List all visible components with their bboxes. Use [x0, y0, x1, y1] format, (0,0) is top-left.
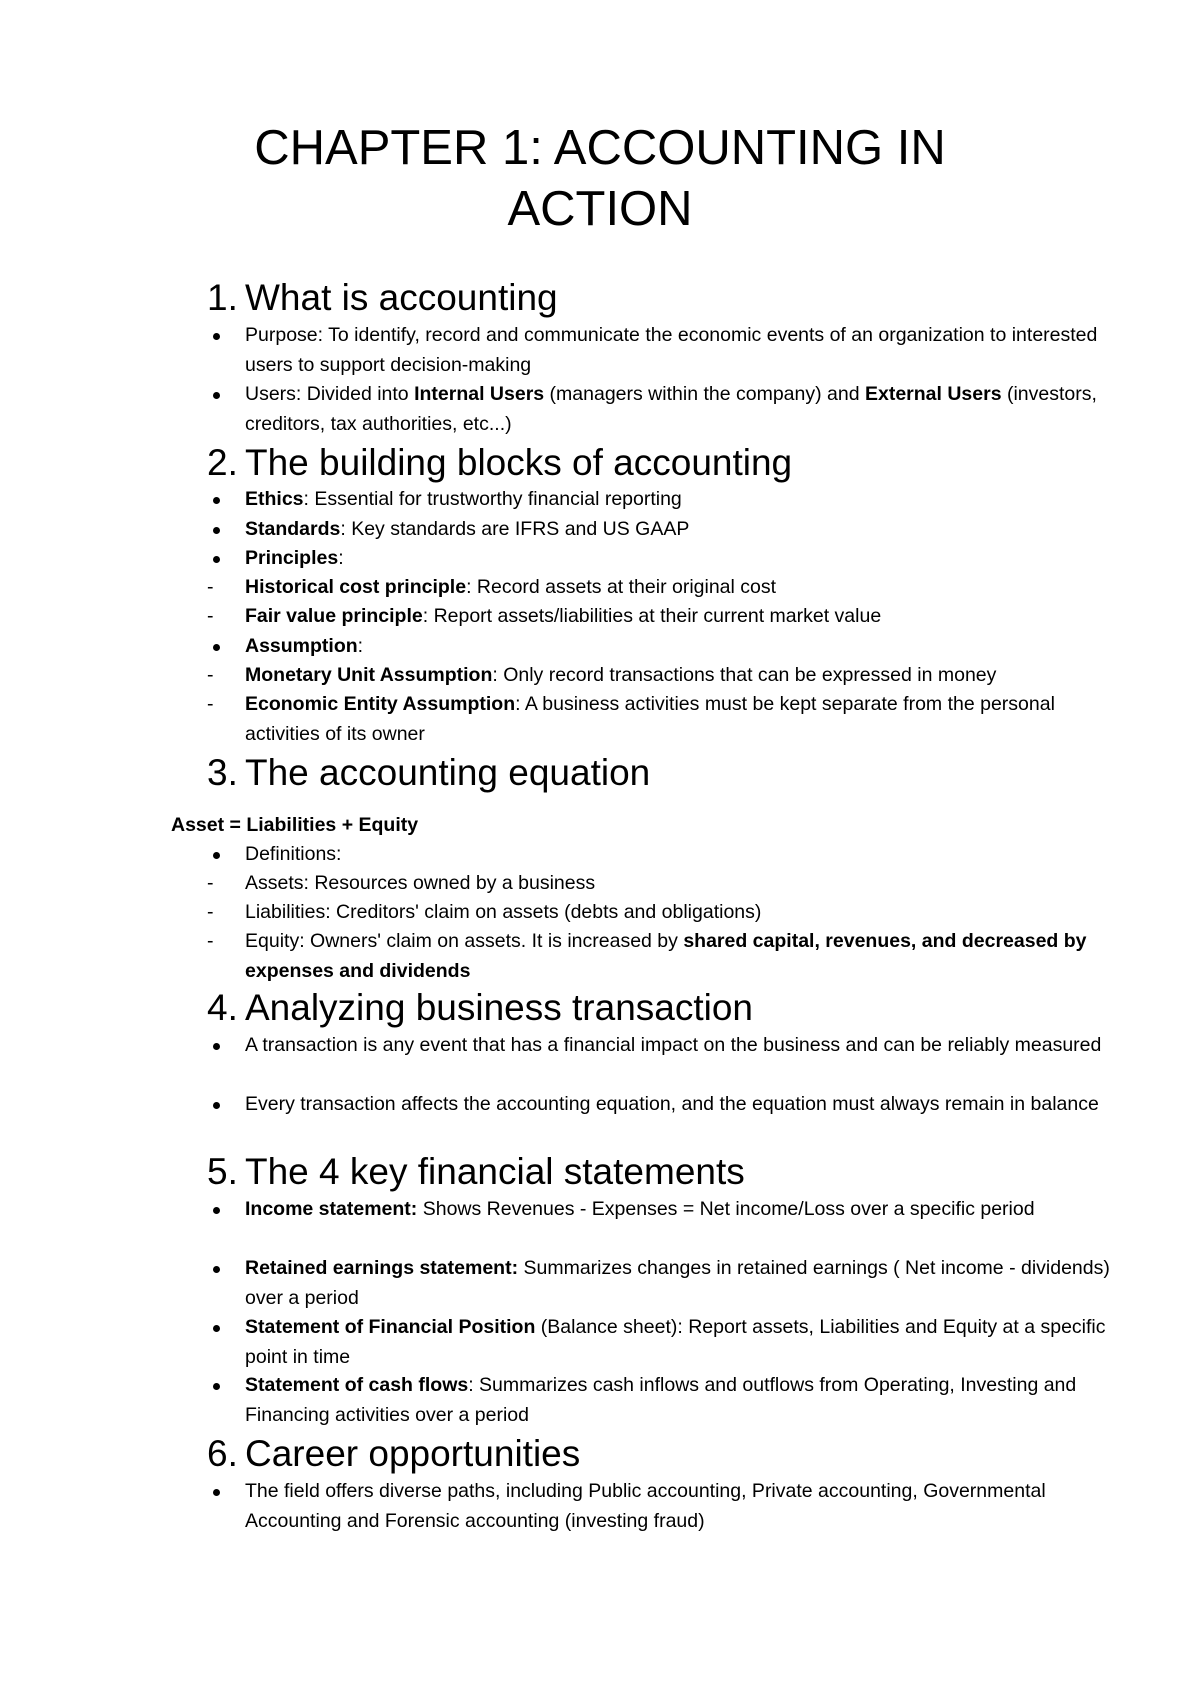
section-title: Analyzing business transaction [245, 987, 754, 1028]
list-item [245, 544, 1125, 574]
list-item [245, 690, 1125, 749]
section-heading-6 [207, 1432, 580, 1476]
list-item [245, 661, 1125, 691]
accounting-equation: Asset = Liabilities + Equity [171, 814, 419, 836]
item-text: Equity: Owners' claim on assets. It is increased by [245, 930, 684, 952]
item-text: Users: Divided into [245, 383, 415, 405]
item-bold-text: Historical cost principle [245, 576, 467, 598]
list-item [245, 1313, 1125, 1372]
item-bold-text: Principles [245, 547, 339, 569]
item-bold-text: Economic Entity Assumption [245, 693, 516, 715]
item-text: Liabilities: Creditors' claim on assets (debts and obligations) [245, 901, 762, 923]
item-text: Summarizes changes in retained earnings ( Net income - dividends) over a period [245, 1257, 1110, 1309]
section-heading-4 [207, 986, 753, 1030]
section-title: The 4 key financial statements [245, 1151, 745, 1192]
section-title: Career opportunities [245, 1433, 581, 1474]
item-text: Shows Revenues - Expenses = Net income/Loss over a specific period [417, 1198, 1035, 1220]
section-title: What is accounting [245, 277, 558, 318]
item-text: A transaction is any event that has a financial impact on the business and can be reliably measured [245, 1034, 1102, 1056]
section-number: 6. [207, 1433, 238, 1474]
list-item [245, 380, 1125, 439]
list-item [245, 1254, 1125, 1313]
list-item [245, 1477, 1125, 1536]
item-text: (investors, creditors, tax authorities, etc...) [245, 383, 1097, 435]
chapter-title-line-2: ACTION [507, 182, 693, 236]
item-bold-text: Assumption [245, 635, 358, 657]
list-item [245, 1371, 1125, 1430]
item-text: : Record assets at their original cost [466, 576, 777, 598]
section-heading-3 [207, 751, 650, 795]
chapter-title [150, 118, 1050, 240]
section-heading-5 [207, 1150, 745, 1194]
item-bold-text: Monetary Unit Assumption [245, 664, 493, 686]
item-bold-text: Income statement: [245, 1198, 418, 1220]
item-bold-text: External Users [864, 383, 1002, 405]
item-text: The field offers diverse paths, including Public accounting, Private accounting, Governmental Accounting and Forensic accounting (investing fraud) [245, 1480, 1046, 1532]
list-item [245, 1031, 1125, 1061]
section-heading-1 [207, 276, 558, 320]
list-item [245, 1195, 1125, 1225]
list-item [245, 927, 1125, 986]
list-item [245, 632, 1125, 662]
item-text: : [357, 635, 364, 657]
item-text: (Balance sheet): Report assets, Liabilities and Equity at a specific point in time [245, 1316, 1106, 1368]
item-text: : [338, 547, 344, 569]
item-text: Assets: Resources owned by a business [245, 872, 596, 894]
item-text: : A business activities must be kept separate from the personal activities of its owner [245, 693, 1055, 745]
list-item [245, 898, 1125, 928]
section-number: 3. [207, 752, 238, 793]
section-number: 1. [207, 277, 238, 318]
list-item [245, 573, 1125, 603]
section-heading-2 [207, 441, 792, 485]
item-text: Definitions: [245, 843, 342, 865]
item-bold-text: Statement of Financial Position [245, 1316, 536, 1338]
list-item [245, 602, 1125, 632]
list-item [245, 485, 1125, 515]
list-item [245, 1090, 1125, 1120]
item-text: (managers within the company) and [544, 383, 865, 405]
item-bold-text: Internal Users [414, 383, 545, 405]
item-bold-text: Ethics [245, 488, 304, 510]
item-text: Purpose: To identify, record and communicate the economic events of an organization to interested users to support decision-making [245, 324, 1098, 376]
section-number: 4. [207, 987, 238, 1028]
item-text: : Key standards are IFRS and US GAAP [340, 518, 690, 540]
item-bold-text: Retained earnings statement: [245, 1257, 519, 1279]
item-bold-text: shared capital, revenues, and decreased by expenses and dividends [245, 930, 1087, 982]
item-text: Every transaction affects the accounting equation, and the equation must always remain in balance [245, 1093, 1099, 1115]
list-item [245, 321, 1125, 380]
item-bold-text: Statement of cash flows [245, 1374, 469, 1396]
item-bold-text: Standards [245, 518, 341, 540]
section-title: The building blocks of accounting [245, 442, 793, 483]
section-number: 5. [207, 1151, 238, 1192]
item-text: : Essential for trustworthy financial reporting [303, 488, 682, 510]
item-text: : Only record transactions that can be expressed in money [492, 664, 997, 686]
section-number: 2. [207, 442, 238, 483]
list-item [245, 515, 1125, 545]
list-item [245, 840, 1125, 870]
chapter-title-line-1: CHAPTER 1: ACCOUNTING IN [254, 121, 946, 175]
item-text: : Report assets/liabilities at their current market value [422, 605, 882, 627]
item-bold-text: Fair value principle [245, 605, 423, 627]
list-item [245, 869, 1125, 899]
section-title: The accounting equation [245, 752, 651, 793]
item-text: : Summarizes cash inflows and outflows from Operating, Investing and Financing activities over a period [245, 1374, 1077, 1426]
